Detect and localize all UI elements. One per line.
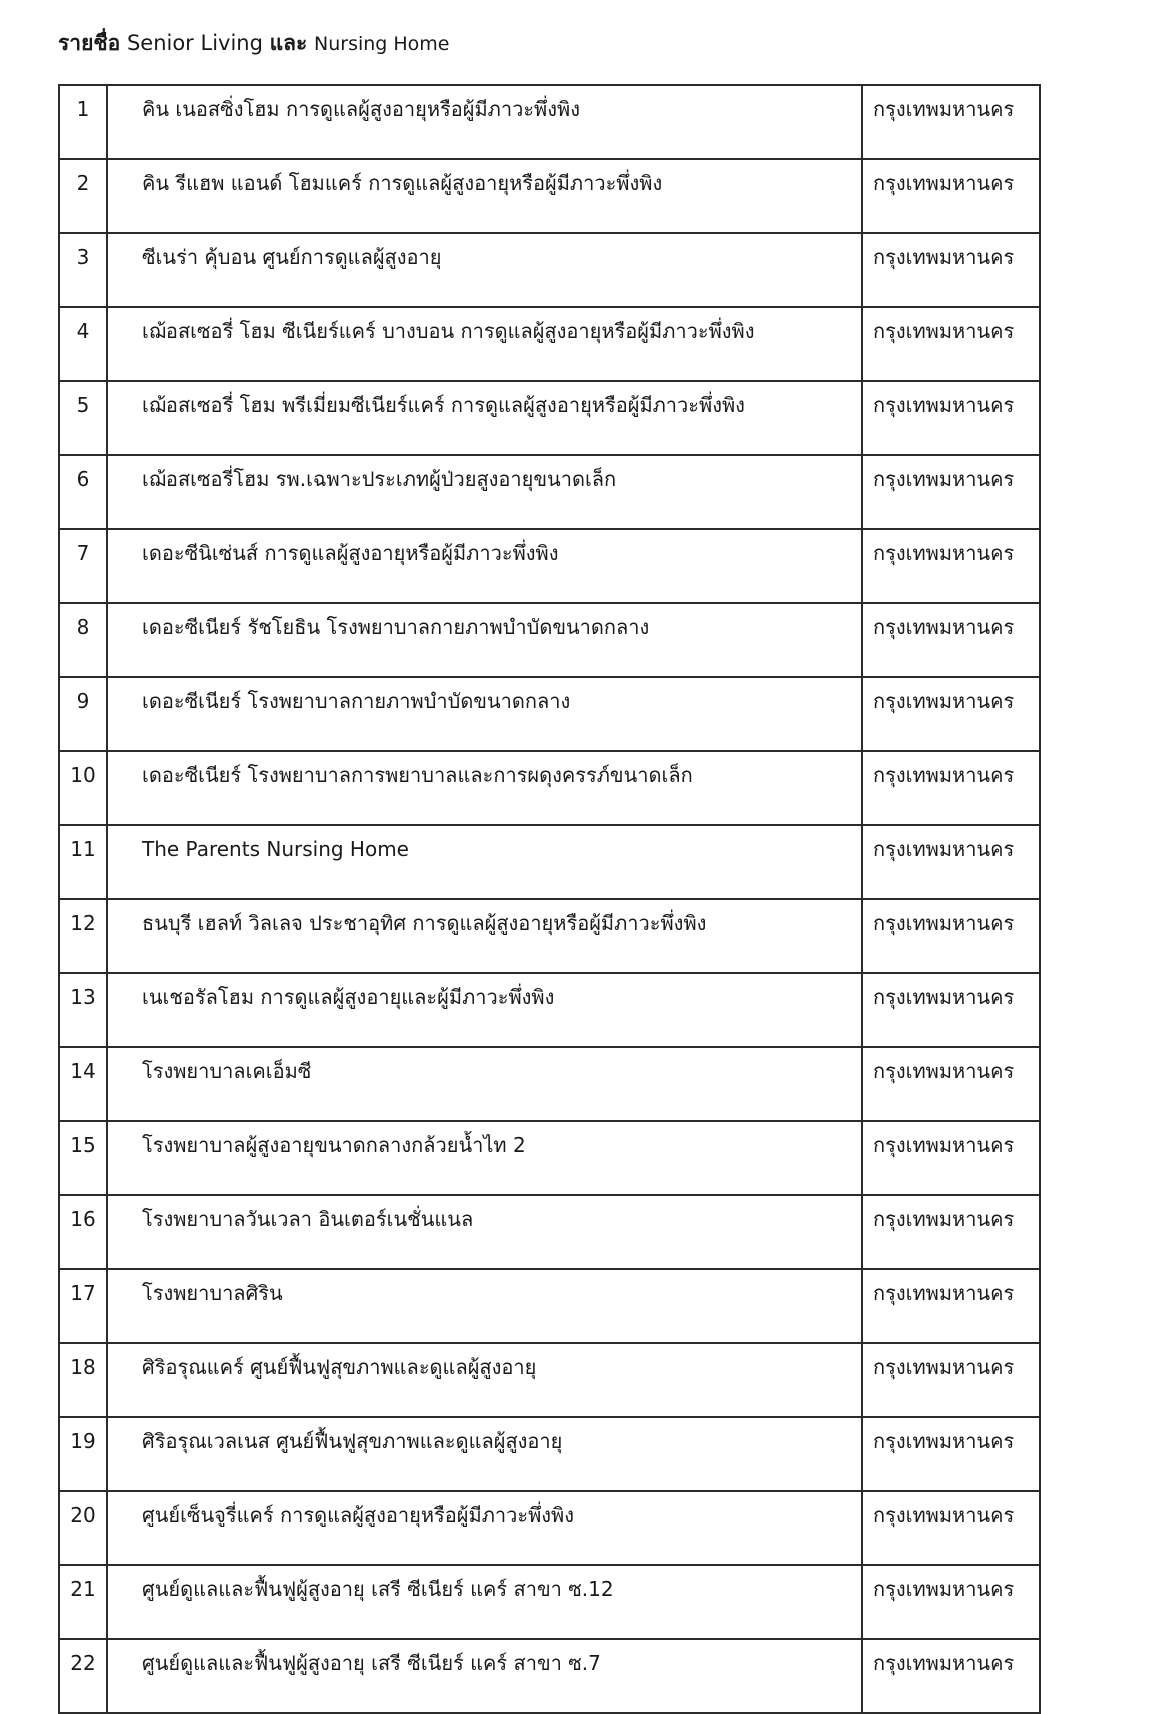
province: กรุงเทพมหานคร [873,1651,1015,1675]
title-thai-prefix: รายชื่อ [58,31,121,55]
facility-name: โรงพยาบาลผู้สูงอายุขนาดกลางกล้วยน้ำไท 2 [142,1133,526,1157]
table-row [59,899,1040,973]
row-number: 3 [76,245,90,269]
province-cell [862,751,1040,825]
table-row [59,85,1040,159]
facility-name: The Parents Nursing Home [142,837,409,861]
table-row [59,1343,1040,1417]
facility-name: ศิริอรุณแคร์ ศูนย์ฟื้นฟูสุขภาพและดูแลผู้สูงอายุ [142,1355,537,1379]
row-number: 10 [70,763,96,787]
facility-name: ศูนย์ดูแลและฟื้นฟูผู้สูงอายุ เสรี ซีเนียร์ แคร์ สาขา ซ.7 [142,1651,601,1675]
table-row [59,1565,1040,1639]
row-number-cell [59,899,107,973]
province-cell [862,825,1040,899]
table-row [59,1195,1040,1269]
facility-name: โรงพยาบาลวันเวลา อินเตอร์เนชั่นแนล [142,1207,474,1231]
table-row [59,455,1040,529]
province: กรุงเทพมหานคร [873,1133,1015,1157]
province: กรุงเทพมหานคร [873,1281,1015,1305]
row-number-cell [59,1417,107,1491]
province: กรุงเทพมหานคร [873,763,1015,787]
province: กรุงเทพมหานคร [873,1577,1015,1601]
facility-name-cell [107,233,862,307]
row-number: 9 [76,689,90,713]
facility-name: ซีเนร่า คุ้บอน ศูนย์การดูแลผู้สูงอายุ [142,245,442,269]
province-cell [862,159,1040,233]
row-number: 15 [70,1133,96,1157]
facility-name: เดอะซีนิเซ่นส์ การดูแลผู้สูงอายุหรือผู้มีภาวะพึ่งพิง [142,541,559,565]
row-number-cell [59,233,107,307]
title-english-part1: Senior Living [126,31,263,55]
row-number-cell [59,751,107,825]
province-cell [862,1639,1040,1713]
table-row [59,1121,1040,1195]
province: กรุงเทพมหานคร [873,615,1015,639]
province-cell [862,85,1040,159]
facility-name: โรงพยาบาลเคเอ็มซี [142,1059,312,1083]
facility-name: เฌ้อสเซอรี่ โฮม ซีเนียร์แคร์ บางบอน การดูแลผู้สูงอายุหรือผู้มีภาวะพึ่งพิง [142,319,755,343]
facility-name-cell [107,677,862,751]
facility-name-cell [107,1195,862,1269]
facility-name: เนเชอรัลโฮม การดูแลผู้สูงอายุและผู้มีภาวะพึ่งพิง [142,985,555,1009]
province-cell [862,529,1040,603]
province-cell [862,899,1040,973]
row-number-cell [59,1639,107,1713]
province: กรุงเทพมหานคร [873,689,1015,713]
table-row [59,1417,1040,1491]
province-cell [862,677,1040,751]
province-cell [862,1047,1040,1121]
province-cell [862,233,1040,307]
row-number: 7 [76,541,90,565]
facility-name-cell [107,529,862,603]
province: กรุงเทพมหานคร [873,393,1015,417]
table-row [59,381,1040,455]
row-number: 20 [70,1503,96,1527]
province-cell [862,1343,1040,1417]
facility-name: ธนบุรี เฮลท์ วิลเลจ ประชาอุทิศ การดูแลผู้สูงอายุหรือผู้มีภาวะพึ่งพิง [142,911,707,935]
province-cell [862,1565,1040,1639]
title-english-part2: Nursing Home [314,33,450,55]
province: กรุงเทพมหานคร [873,541,1015,565]
facility-name: เฌ้อสเซอรี่โฮม รพ.เฉพาะประเภทผู้ป่วยสูงอายุขนาดเล็ก [142,467,617,491]
row-number: 21 [70,1577,96,1601]
province-cell [862,1121,1040,1195]
province: กรุงเทพมหานคร [873,171,1015,195]
province-cell [862,307,1040,381]
row-number: 13 [70,985,96,1009]
province: กรุงเทพมหานคร [873,985,1015,1009]
facility-name-cell [107,1343,862,1417]
row-number: 18 [70,1355,96,1379]
province: กรุงเทพมหานคร [873,837,1015,861]
province: กรุงเทพมหานคร [873,97,1015,121]
row-number: 16 [70,1207,96,1231]
facility-name-cell [107,825,862,899]
table-row [59,307,1040,381]
row-number-cell [59,825,107,899]
facility-name-cell [107,307,862,381]
row-number-cell [59,381,107,455]
row-number: 19 [70,1429,96,1453]
province-cell [862,1195,1040,1269]
province-cell [862,973,1040,1047]
facility-name-cell [107,603,862,677]
facility-name-cell [107,381,862,455]
row-number-cell [59,455,107,529]
row-number: 1 [76,97,90,121]
row-number: 6 [76,467,90,491]
row-number-cell [59,529,107,603]
facility-name: ศิริอรุณเวลเนส ศูนย์ฟื้นฟูสุขภาพและดูแลผู้สูงอายุ [142,1429,563,1453]
facility-name: ศูนย์ดูแลและฟื้นฟูผู้สูงอายุ เสรี ซีเนียร์ แคร์ สาขา ซ.12 [142,1577,614,1601]
province: กรุงเทพมหานคร [873,1503,1015,1527]
facility-name-cell [107,159,862,233]
facility-name: เฌ้อสเซอรี่ โฮม พรีเมี่ยมซีเนียร์แคร์ การดูแลผู้สูงอายุหรือผู้มีภาวะพึ่งพิง [142,393,745,417]
row-number: 4 [76,319,90,343]
row-number-cell [59,1195,107,1269]
province: กรุงเทพมหานคร [873,1059,1015,1083]
table-row [59,1491,1040,1565]
row-number: 8 [76,615,90,639]
table-row [59,677,1040,751]
facility-name-cell [107,973,862,1047]
table-row [59,973,1040,1047]
table-row [59,603,1040,677]
facility-name-cell [107,85,862,159]
title-thai-and: และ [269,31,308,55]
table-row [59,1047,1040,1121]
row-number-cell [59,85,107,159]
table-row [59,1639,1040,1713]
facility-name: ศูนย์เซ็นจูรี่แคร์ การดูแลผู้สูงอายุหรือผู้มีภาวะพึ่งพิง [142,1503,574,1527]
row-number-cell [59,1269,107,1343]
row-number: 22 [70,1651,96,1675]
row-number: 11 [70,837,96,861]
province-cell [862,381,1040,455]
row-number-cell [59,307,107,381]
province-cell [862,1491,1040,1565]
row-number-cell [59,603,107,677]
province: กรุงเทพมหานคร [873,319,1015,343]
facility-name-cell [107,1047,862,1121]
facility-name: เดอะซีเนียร์ โรงพยาบาลการพยาบาลและการผดุงครรภ์ขนาดเล็ก [142,763,693,787]
province-cell [862,455,1040,529]
table-row [59,1269,1040,1343]
facility-name: คิน รีแฮพ แอนด์ โฮมแคร์ การดูแลผู้สูงอายุหรือผู้มีภาวะพึ่งพิง [142,171,663,195]
facility-name-cell [107,899,862,973]
facility-name: โรงพยาบาลศิริน [142,1281,283,1305]
row-number: 12 [70,911,96,935]
province-cell [862,603,1040,677]
facility-name: เดอะซีเนียร์ โรงพยาบาลกายภาพบำบัดขนาดกลาง [142,689,571,713]
table-row [59,233,1040,307]
table-row [59,825,1040,899]
province: กรุงเทพมหานคร [873,1429,1015,1453]
row-number: 2 [76,171,90,195]
facility-table-body [59,85,1040,1713]
table-row [59,751,1040,825]
row-number-cell [59,1343,107,1417]
page-title [58,28,450,59]
facility-table [58,84,1041,1714]
province: กรุงเทพมหานคร [873,245,1015,269]
province: กรุงเทพมหานคร [873,467,1015,491]
facility-name-cell [107,1269,862,1343]
province: กรุงเทพมหานคร [873,1355,1015,1379]
facility-name-cell [107,1639,862,1713]
facility-name: เดอะซีเนียร์ รัชโยธิน โรงพยาบาลกายภาพบำบัดขนาดกลาง [142,615,650,639]
row-number: 17 [70,1281,96,1305]
province-cell [862,1269,1040,1343]
facility-name: คิน เนอสซิ่งโฮม การดูแลผู้สูงอายุหรือผู้มีภาวะพึ่งพิง [142,97,580,121]
row-number-cell [59,677,107,751]
row-number: 14 [70,1059,96,1083]
row-number-cell [59,973,107,1047]
row-number-cell [59,1565,107,1639]
facility-name-cell [107,751,862,825]
table-row [59,159,1040,233]
table-row [59,529,1040,603]
province: กรุงเทพมหานคร [873,1207,1015,1231]
province: กรุงเทพมหานคร [873,911,1015,935]
facility-name-cell [107,1565,862,1639]
row-number-cell [59,1491,107,1565]
row-number-cell [59,1121,107,1195]
row-number-cell [59,1047,107,1121]
province-cell [862,1417,1040,1491]
facility-name-cell [107,1121,862,1195]
row-number: 5 [76,393,90,417]
row-number-cell [59,159,107,233]
facility-name-cell [107,1491,862,1565]
facility-name-cell [107,455,862,529]
facility-name-cell [107,1417,862,1491]
